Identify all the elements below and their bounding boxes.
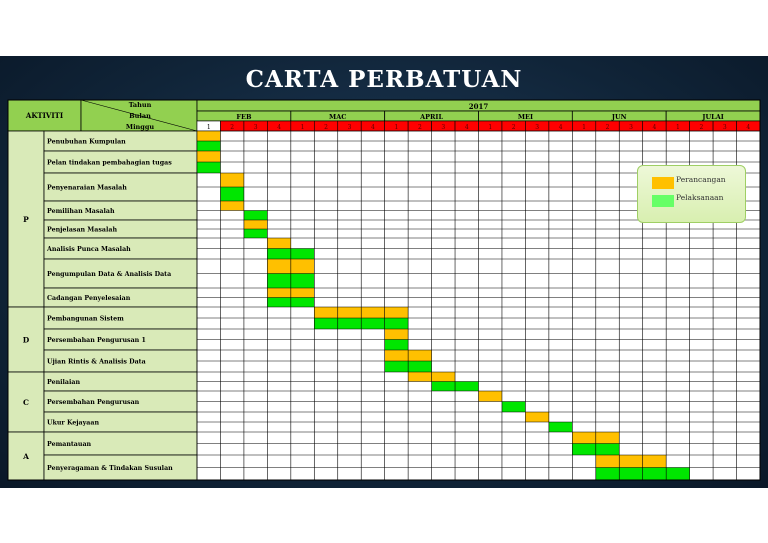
header-aktiviti-label: AKTIVITI <box>25 111 64 120</box>
week-label: 4 <box>652 124 657 131</box>
week-label: 2 <box>417 124 422 131</box>
activity-label: Ukur Kejayaan <box>47 419 100 427</box>
week-label: 3 <box>629 124 633 131</box>
header-tahun-label: Tahun <box>128 101 152 109</box>
month-label: MEI <box>517 113 534 121</box>
header-bulan-label: Bulan <box>129 112 151 120</box>
month-label: FEB <box>236 113 252 121</box>
legend-box <box>637 165 746 223</box>
legend-swatch-green <box>652 195 674 207</box>
legend-item-perancangan <box>652 177 746 189</box>
plan-bar <box>479 391 502 402</box>
activity-label: Penyeragaman & Tindakan Susulan <box>47 465 173 472</box>
activity-label: Penjelasan Masalah <box>47 226 118 234</box>
week-label: 2 <box>511 124 516 131</box>
week-label: 4 <box>464 124 469 131</box>
activity-label: Persembahan Pengurusan <box>47 399 140 406</box>
exec-bar <box>385 340 408 351</box>
year-label: 2017 <box>468 102 489 111</box>
activity-label: Penyenaraian Masalah <box>47 184 127 192</box>
week-label: 2 <box>699 124 704 131</box>
week-label: 1 <box>206 124 211 131</box>
activity-label: Pembangunan Sistem <box>47 315 124 323</box>
week-label: 2 <box>605 124 610 131</box>
exec-bar <box>244 211 267 221</box>
phase-label: P <box>23 215 29 224</box>
activity-label: Cadangan Penyelesaian <box>47 295 131 302</box>
week-label: 4 <box>371 124 375 131</box>
week-label: 1 <box>675 124 680 131</box>
exec-bar <box>502 402 525 413</box>
week-label: 1 <box>488 124 493 131</box>
activity-label: Pelan tindakan pembahagian tugas <box>47 159 172 167</box>
week-label: 1 <box>300 124 305 131</box>
header-minggu-label: Minggu <box>125 123 155 131</box>
legend-label: Perancangan <box>676 175 726 184</box>
plan-bar <box>525 412 548 422</box>
exec-bar <box>549 422 572 432</box>
week-label: 3 <box>347 124 352 131</box>
exec-bar <box>220 187 243 201</box>
activity-label: Persembahan Pengurusan 1 <box>47 337 146 344</box>
week-label: 3 <box>441 124 446 131</box>
week-label: 4 <box>558 124 563 131</box>
exec-bar <box>197 141 220 151</box>
week-label: 2 <box>324 124 328 131</box>
phase-label: A <box>23 452 29 461</box>
chart-title: CARTA PERBATUAN <box>245 66 523 93</box>
month-label: APRIL <box>420 113 444 121</box>
week-label: 3 <box>722 124 727 131</box>
plan-bar <box>267 238 290 249</box>
activity-label: Penubuhan Kumpulan <box>47 138 126 146</box>
month-label: JULAI <box>702 113 724 121</box>
week-label: 3 <box>535 124 540 131</box>
month-label: JUN <box>611 113 627 121</box>
week-label: 2 <box>230 124 235 131</box>
activity-label: Pemantauan <box>47 441 92 448</box>
plan-bar <box>244 220 267 229</box>
activity-label: Penilaian <box>47 379 81 386</box>
exec-bar <box>244 229 267 238</box>
exec-bar <box>197 162 220 173</box>
week-label: 1 <box>394 124 399 131</box>
phase-label: D <box>22 335 30 345</box>
legend-item-pelaksanaan <box>652 195 746 207</box>
plan-bar <box>596 455 666 468</box>
activity-label: Ujian Rintis & Analisis Data <box>47 358 146 366</box>
legend-label: Pelaksanaan <box>676 193 724 202</box>
plan-bar <box>220 201 243 211</box>
legend-swatch-orange <box>652 177 674 189</box>
month-label: MAC <box>329 113 347 121</box>
plan-bar <box>220 173 243 187</box>
week-label: 3 <box>253 124 258 131</box>
plan-bar <box>197 131 220 141</box>
activity-label: Analisis Punca Masalah <box>47 246 131 253</box>
activity-label: Pengumpulan Data & Analisis Data <box>47 271 172 278</box>
week-label: 4 <box>746 124 751 131</box>
plan-bar <box>197 151 220 162</box>
phase-label: C <box>23 398 29 407</box>
week-label: 1 <box>582 124 586 131</box>
activity-label: Pemilihan Masalah <box>47 208 115 215</box>
week-label: 4 <box>277 124 282 131</box>
plan-bar <box>385 329 408 340</box>
